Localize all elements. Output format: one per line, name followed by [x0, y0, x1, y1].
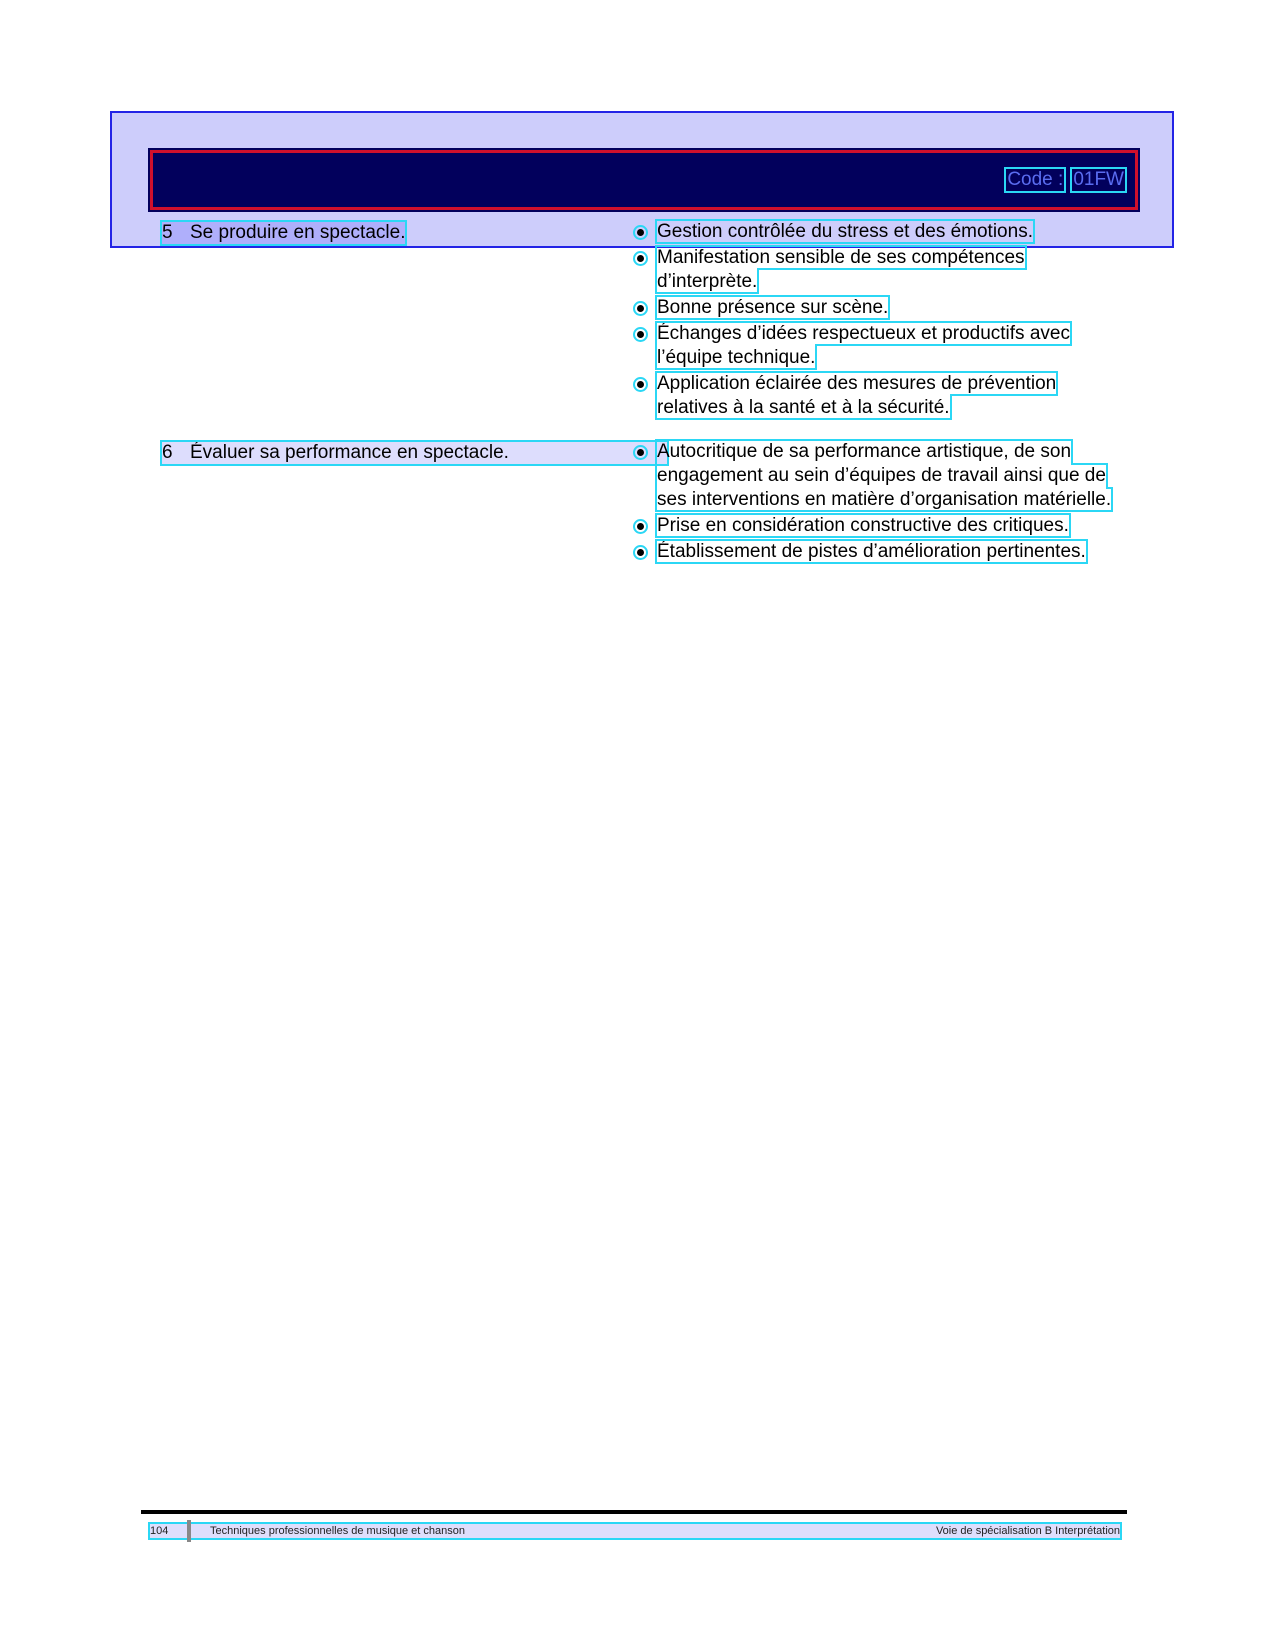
- bullet-icon: [637, 523, 644, 530]
- code-label: Code :: [1007, 169, 1064, 190]
- step-5: [162, 222, 405, 244]
- competency-title-bar: [150, 150, 1138, 210]
- footer-divider: [187, 1520, 191, 1542]
- step-6: [162, 442, 667, 464]
- criterion-item: Gestion contrôlée du stress et des émotions.: [657, 220, 1117, 244]
- criterion-item: Prise en considération constructive des critiques.: [657, 514, 1117, 538]
- program-name: Techniques professionnelles de musique et chanson: [210, 1525, 465, 1537]
- criterion-item: Bonne présence sur scène.: [657, 296, 1117, 320]
- criterion-item: Manifestation sensible de ses compétences d’interprète.: [657, 246, 1117, 294]
- bullet-icon: [637, 331, 644, 338]
- bullet-icon: [637, 305, 644, 312]
- bullet-icon: [637, 255, 644, 262]
- page-footer: [150, 1524, 1120, 1538]
- criterion-item: Établissement de pistes d’amélioration pertinentes.: [657, 540, 1117, 564]
- criterion-item: Application éclairée des mesures de prévention relatives à la santé et à la sécurité.: [657, 372, 1117, 420]
- step-label: Se produire en spectacle.: [190, 222, 406, 243]
- bullet-icon: [637, 449, 644, 456]
- criteria-list-step-6: [657, 440, 1117, 566]
- bullet-icon: [637, 549, 644, 556]
- criterion-item: Échanges d’idées respectueux et productifs avec l’équipe technique.: [657, 322, 1117, 370]
- code-value: 01FW: [1073, 169, 1124, 190]
- criteria-list-step-5: [657, 220, 1117, 422]
- step-label: Évaluer sa performance en spectacle.: [190, 442, 509, 463]
- bullet-icon: [637, 229, 644, 236]
- bullet-icon: [637, 381, 644, 388]
- criterion-item: Autocritique de sa performance artistique, de son engagement au sein d’équipes de travail ainsi que de ses interventions en matière d’organisation matérielle.: [657, 440, 1117, 512]
- competency-code: [1006, 170, 1125, 190]
- footer-rule: [141, 1510, 1127, 1514]
- step-number: 5: [162, 222, 173, 243]
- specialization-name: Voie de spécialisation B Interprétation: [935, 1525, 1120, 1537]
- page-number: 104: [150, 1525, 169, 1537]
- step-number: 6: [162, 442, 173, 463]
